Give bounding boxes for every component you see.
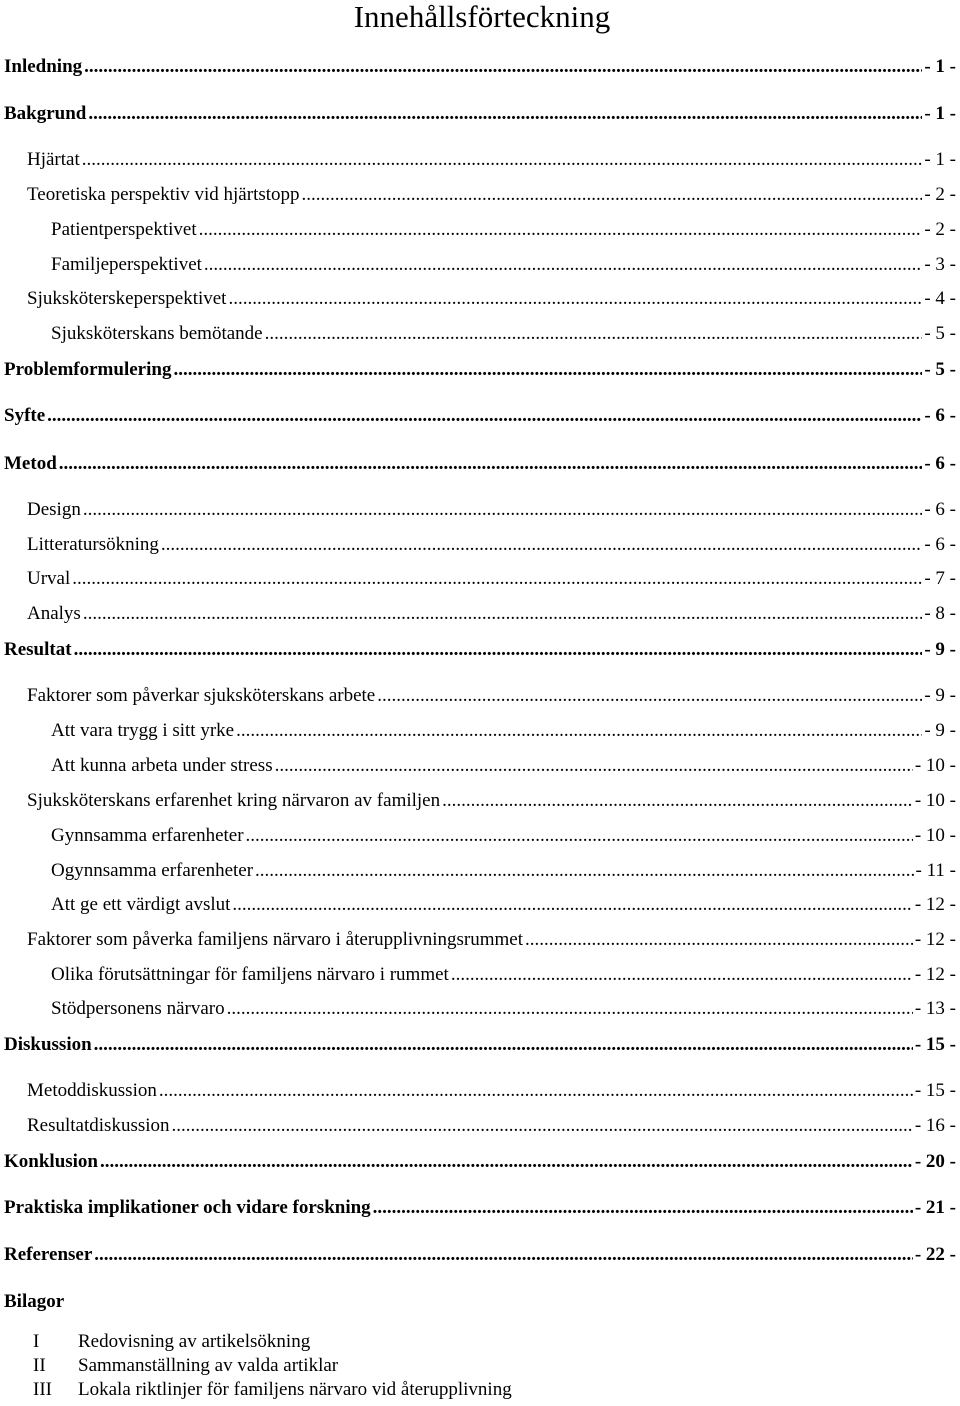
toc-entry[interactable] <box>27 534 956 556</box>
dot-leader <box>232 894 912 916</box>
dot-leader <box>83 499 923 521</box>
toc-entry[interactable] <box>4 103 956 125</box>
dot-leader <box>72 568 922 590</box>
appendix-title: Sammanställning av valda artiklar <box>78 1355 339 1376</box>
toc-entry[interactable] <box>51 894 956 916</box>
toc-entry-label: Sjuksköterskeperspektivet <box>27 288 227 309</box>
toc-entry[interactable] <box>4 359 956 381</box>
toc-entry-label: Olika förutsättningar för familjens närvaro i rummet <box>51 964 449 985</box>
toc-entry-page: - 15 - <box>914 1080 956 1101</box>
toc-entry-label: Praktiska implikationer och vidare forskning <box>4 1197 371 1218</box>
toc-entry-page: - 3 - <box>924 254 956 275</box>
toc-entry[interactable] <box>51 755 956 777</box>
dot-leader <box>442 790 913 812</box>
toc-entry[interactable] <box>4 405 956 427</box>
dot-leader <box>173 359 922 381</box>
appendix-item <box>33 1355 338 1377</box>
page-title: Innehållsförteckning <box>353 0 611 34</box>
toc-entry[interactable] <box>4 1244 956 1266</box>
toc-entry-page: - 10 - <box>914 790 956 811</box>
dot-leader <box>83 603 923 625</box>
dot-leader <box>255 860 914 882</box>
toc-entry-label: Litteratursökning <box>27 534 159 555</box>
toc-entry-label: Metoddiskussion <box>27 1080 157 1101</box>
dot-leader <box>451 964 913 986</box>
dot-leader <box>94 1034 913 1056</box>
toc-entry-label: Sjuksköterskans erfarenhet kring närvaron av familjen <box>27 790 441 811</box>
appendix-heading: Bilagor <box>4 1291 65 1312</box>
dot-leader <box>275 755 913 777</box>
appendix-item <box>33 1379 512 1401</box>
toc-entry-label: Patientperspektivet <box>51 219 197 240</box>
toc-entry-label: Faktorer som påverkar sjuksköterskans arbete <box>27 685 376 706</box>
toc-entry-page: - 6 - <box>924 499 956 520</box>
toc-entry[interactable] <box>27 1080 956 1102</box>
toc-entry-page: - 6 - <box>924 534 956 555</box>
toc-entry-page: - 1 - <box>924 149 956 170</box>
toc-entry[interactable] <box>27 149 956 171</box>
dot-leader <box>161 534 922 556</box>
toc-entry-page: - 12 - <box>914 929 956 950</box>
toc-entry-label: Urval <box>27 568 71 589</box>
toc-entry-page: - 13 - <box>914 998 956 1019</box>
toc-entry[interactable] <box>4 1034 956 1056</box>
toc-entry-page: - 12 - <box>914 964 956 985</box>
toc-entry-label: Att vara trygg i sitt yrke <box>51 720 235 741</box>
toc-entry[interactable] <box>27 790 956 812</box>
dot-leader <box>236 720 922 742</box>
dot-leader <box>525 929 913 951</box>
toc-entry-page: - 15 - <box>914 1034 956 1055</box>
toc-entry-label: Analys <box>27 603 81 624</box>
dot-leader <box>47 405 922 427</box>
toc-entry-label: Metod <box>4 453 57 474</box>
toc-entry-label: Problemformulering <box>4 359 172 380</box>
toc-entry[interactable] <box>4 1197 956 1219</box>
toc-entry[interactable] <box>27 685 956 707</box>
toc-entry-label: Inledning <box>4 56 83 77</box>
dot-leader <box>204 254 922 276</box>
toc-entry-page: - 21 - <box>914 1197 956 1218</box>
toc-entry[interactable] <box>51 825 956 847</box>
toc-entry-page: - 20 - <box>914 1151 956 1172</box>
toc-entry[interactable] <box>51 964 956 986</box>
dot-leader <box>172 1115 913 1137</box>
toc-entry-page: - 5 - <box>924 359 956 380</box>
toc-entry[interactable] <box>27 568 956 590</box>
dot-leader <box>74 639 923 661</box>
toc-entry-label: Gynnsamma erfarenheter <box>51 825 244 846</box>
appendix-number: II <box>33 1355 46 1376</box>
toc-entry[interactable] <box>51 860 956 882</box>
toc-entry[interactable] <box>4 1151 956 1173</box>
toc-entry[interactable] <box>4 639 956 661</box>
toc-entry-label: Att ge ett värdigt avslut <box>51 894 231 915</box>
toc-entry-page: - 9 - <box>924 685 956 706</box>
dot-leader <box>265 323 923 345</box>
toc-entry[interactable] <box>51 254 956 276</box>
toc-entry[interactable] <box>27 288 956 310</box>
toc-entry-page: - 8 - <box>924 603 956 624</box>
dot-leader <box>227 998 913 1020</box>
toc-entry-label: Bakgrund <box>4 103 87 124</box>
dot-leader <box>94 1244 913 1266</box>
toc-entry-label: Syfte <box>4 405 46 426</box>
appendix-number: III <box>33 1379 52 1400</box>
toc-entry-page: - 7 - <box>924 568 956 589</box>
toc-entry-page: - 12 - <box>914 894 956 915</box>
toc-entry-label: Resultat <box>4 639 72 660</box>
dot-leader <box>302 184 923 206</box>
toc-entry-page: - 10 - <box>914 755 956 776</box>
toc-entry[interactable] <box>51 998 956 1020</box>
toc-entry-label: Att kunna arbeta under stress <box>51 755 273 776</box>
toc-entry-page: - 1 - <box>924 56 956 77</box>
toc-entry-page: - 4 - <box>924 288 956 309</box>
dot-leader <box>246 825 913 847</box>
dot-leader <box>159 1080 913 1102</box>
toc-entry-page: - 9 - <box>924 639 956 660</box>
toc-entry[interactable] <box>27 1115 956 1137</box>
appendix-title: Redovisning av artikelsökning <box>78 1331 311 1352</box>
dot-leader <box>199 219 923 241</box>
toc-entry-page: - 11 - <box>915 860 956 881</box>
toc-entry-page: - 2 - <box>924 184 956 205</box>
toc-entry[interactable] <box>51 720 956 742</box>
toc-entry[interactable] <box>51 219 956 241</box>
toc-entry-label: Teoretiska perspektiv vid hjärtstopp <box>27 184 300 205</box>
toc-entry[interactable] <box>27 184 956 206</box>
toc-entry-page: - 22 - <box>914 1244 956 1265</box>
toc-entry-label: Faktorer som påverka familjens närvaro i återupplivningsrummet <box>27 929 523 950</box>
toc-entry[interactable] <box>27 499 956 521</box>
toc-entry-label: Hjärtat <box>27 149 80 170</box>
toc-entry-label: Design <box>27 499 81 520</box>
toc-entry-label: Sjuksköterskans bemötande <box>51 323 263 344</box>
appendix-number: I <box>33 1331 40 1352</box>
toc-entry-page: - 9 - <box>924 720 956 741</box>
toc-entry-label: Ogynnsamma erfarenheter <box>51 860 254 881</box>
toc-entry-label: Resultatdiskussion <box>27 1115 170 1136</box>
toc-entry-label: Referenser <box>4 1244 93 1265</box>
toc-entry[interactable] <box>27 929 956 951</box>
toc-entry-page: - 1 - <box>924 103 956 124</box>
dot-leader <box>59 453 923 475</box>
toc-entry-page: - 6 - <box>924 405 956 426</box>
dot-leader <box>377 685 922 707</box>
toc-entry-page: - 6 - <box>924 453 956 474</box>
toc-entry-page: - 2 - <box>924 219 956 240</box>
dot-leader <box>82 149 923 171</box>
toc-entry[interactable] <box>4 56 956 78</box>
toc-entry[interactable] <box>4 453 956 475</box>
dot-leader <box>84 56 922 78</box>
appendix-item <box>33 1331 310 1353</box>
dot-leader <box>373 1197 913 1219</box>
dot-leader <box>228 288 922 310</box>
dot-leader <box>100 1151 913 1173</box>
toc-entry-label: Konklusion <box>4 1151 98 1172</box>
toc-entry[interactable] <box>51 323 956 345</box>
toc-entry-label: Familjeperspektivet <box>51 254 202 275</box>
toc-entry-label: Diskussion <box>4 1034 92 1055</box>
dot-leader <box>88 103 922 125</box>
toc-entry[interactable] <box>27 603 956 625</box>
toc-entry-label: Stödpersonens närvaro <box>51 998 225 1019</box>
appendix-title: Lokala riktlinjer för familjens närvaro vid återupplivning <box>78 1379 512 1400</box>
toc-entry-page: - 16 - <box>914 1115 956 1136</box>
toc-entry-page: - 10 - <box>914 825 956 846</box>
toc-entry-page: - 5 - <box>924 323 956 344</box>
